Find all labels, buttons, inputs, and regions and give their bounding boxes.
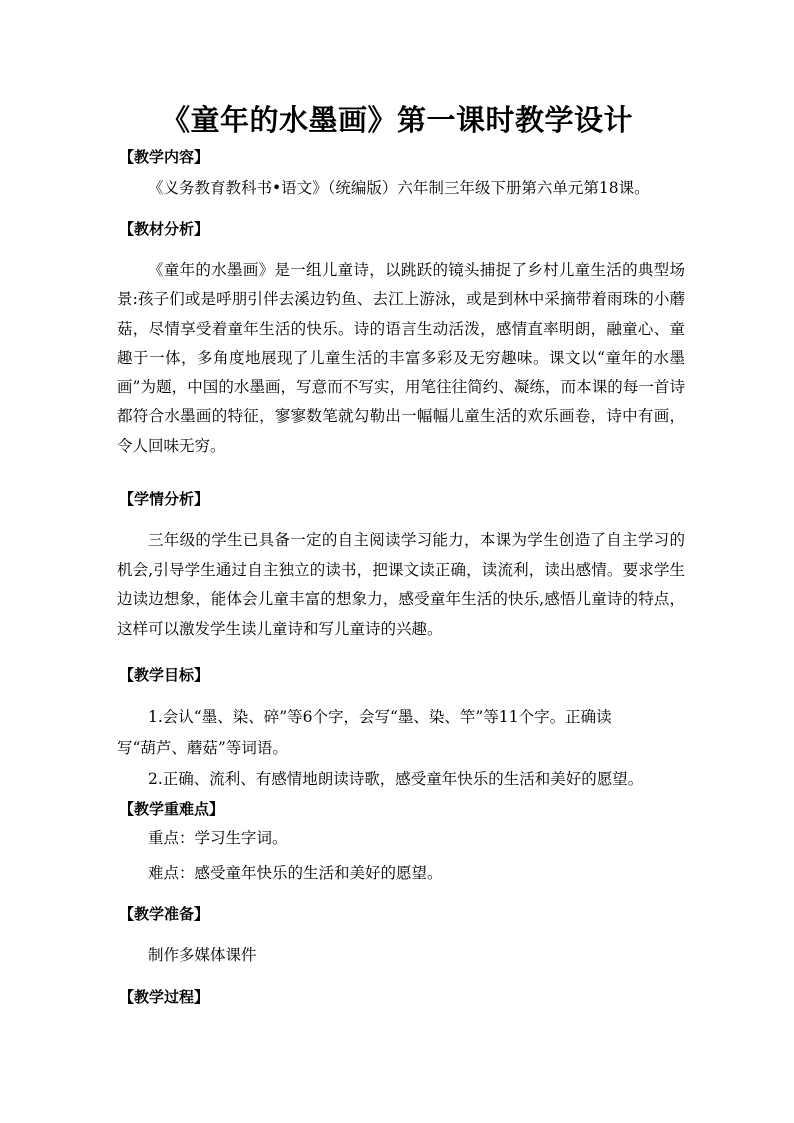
- key-point-focus: 重点：学习生字词。: [148, 829, 288, 847]
- teaching-content-text: 《义务教育教科书•语文》（统编版）六年制三年级下册第六单元第18课。: [148, 179, 650, 197]
- goal-item-2: 2.正确、流利、有感情地朗读诗歌，感受童年快乐的生活和美好的愿望。: [148, 770, 644, 788]
- heading-teaching-content: 【教学内容】: [119, 148, 210, 166]
- document-title: 《童年的水墨画》第一课时教学设计: [160, 103, 633, 137]
- student-analysis-paragraph: 三年级的学生已具备一定的自主阅读学习能力，本课为学生创造了自主学习的机会,引导学生通过自主独立的读书，把课文读正确，读流利，读出感情。要求学生边读边想象，能体会儿童丰富的想象力，感受童年生活的快乐,感悟儿童诗的特点，这样可以激发学生读儿童诗和写儿童诗的兴趣。: [117, 531, 685, 638]
- heading-teaching-process: 【教学过程】: [119, 988, 210, 1006]
- heading-key-points: 【教学重难点】: [119, 800, 225, 818]
- heading-preparation: 【教学准备】: [119, 905, 210, 923]
- material-analysis-paragraph: 《童年的水墨画》是一组儿童诗，以跳跃的镜头捕捉了乡村儿童生活的典型场景:孩子们或是呼朋引伴去溪边钓鱼、去江上游泳，或是到林中采摘带着雨珠的小蘑菇，尽情享受着童年生活的快乐。诗的语言生动活泼，感情直率明朗，融童心、童趣于一体，多角度地展现了儿童生活的丰富多彩及无穷趣味。课文以“童年的水墨画”为题，中国的水墨画，写意而不写实，用笔往往简约、凝练，而本课的每一首诗都符合水墨画的特征，寥寥数笔就勾勒出一幅幅儿童生活的欢乐画卷，诗中有画，令人回味无穷。: [117, 261, 685, 455]
- goal-item-1-line-2: 写“葫芦、蘑菇”等词语。: [117, 739, 288, 757]
- goal-item-1-line-1: 1.会认“墨、染、碎”等6个字，会写“墨、染、竿”等11个字。正确读: [148, 708, 612, 726]
- key-point-difficulty: 难点：感受童年快乐的生活和美好的愿望。: [148, 864, 443, 882]
- preparation-text: 制作多媒体课件: [148, 946, 257, 964]
- heading-teaching-goals: 【教学目标】: [119, 666, 210, 684]
- heading-student-analysis: 【学情分析】: [119, 490, 210, 508]
- heading-material-analysis: 【教材分析】: [119, 220, 210, 238]
